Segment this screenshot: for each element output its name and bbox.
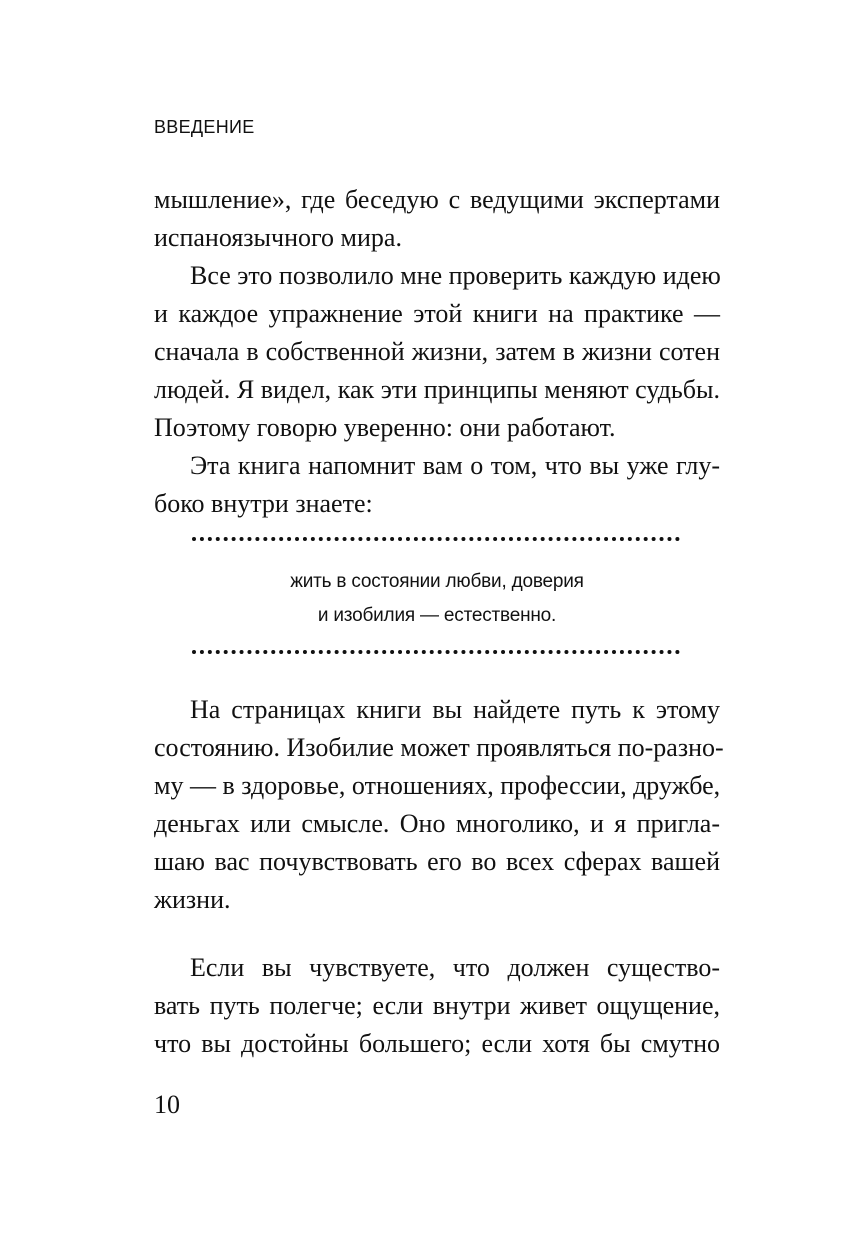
body-line: Все это позволило мне проверить каждую идею [190,261,721,290]
body-line: Если вы чувствуете, что должен существо- [190,953,720,982]
body-line: му — в здоровье, отношениях, профессии, дружбе, [154,771,721,800]
page-number: 10 [154,1090,180,1119]
body-line: жизни. [154,885,231,914]
body-line: вать путь полегче; если внутри живет ощущение, [154,991,720,1020]
body-line: испаноязычного мира. [154,223,402,252]
body-line: состоянию. Изобилие может проявляться по-разно- [154,733,724,762]
body-line: боко внутри знаете: [154,489,373,518]
body-line: Эта книга напомнит вам о том, что вы уже глу- [190,451,720,480]
body-line: На страницах книги вы найдете путь к этому [190,695,720,724]
callout-line-2: и изобилия — естественно. [317,605,557,626]
callout-bottom-divider [192,650,680,654]
callout-line-1: жить в состоянии любви, доверия [290,571,584,592]
callout-top-divider [192,537,680,541]
body-line: и каждое упражнение этой книги на практике — [154,299,720,328]
body-line: шаю вас почувствовать его во всех сферах вашей [154,847,720,876]
body-line: людей. Я видел, как эти принципы меняют судьбы. [154,375,720,404]
body-line: сначала в собственной жизни, затем в жизни сотен [154,337,720,366]
running-header: ВВЕДЕНИЕ [154,117,255,137]
body-line: деньгах или смысле. Оно многолико, и я пригла- [154,809,720,838]
body-line: что вы достойны большего; если хотя бы смутно [154,1029,720,1058]
body-line: мышление», где беседую с ведущими экспертами [154,185,720,214]
body-line: Поэтому говорю уверенно: они работают. [154,413,616,442]
